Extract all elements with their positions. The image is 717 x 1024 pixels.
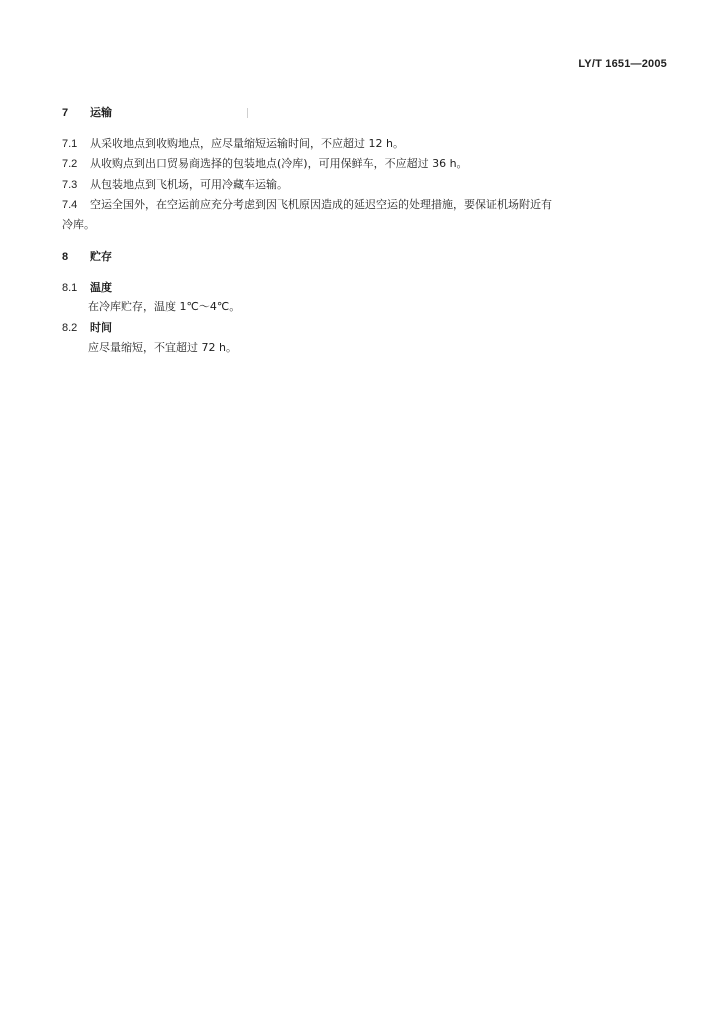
- clause-8-1-heading: [62, 281, 112, 295]
- clause-text: 空运全国外，在空运前应充分考虑到因飞机原因造成的延迟空运的处理措施，要保证机场附近有: [90, 198, 552, 211]
- clause-7-4-continued: [62, 218, 95, 232]
- section-8-heading: [62, 250, 112, 264]
- standard-code: LY/T 1651—2005: [578, 58, 667, 70]
- clause-8-2-body: [88, 341, 237, 355]
- section-title: 贮存: [90, 250, 112, 263]
- clause-number: 8.2: [62, 322, 78, 334]
- clause-number: 7.3: [62, 179, 78, 191]
- clause-title: 温度: [90, 281, 112, 294]
- scan-artifact: [247, 108, 248, 118]
- section-number: 8: [62, 251, 69, 263]
- clause-text: 应尽量缩短，不宜超过 72 h。: [88, 341, 237, 354]
- clause-number: 8.1: [62, 282, 78, 294]
- clause-8-1-body: [88, 300, 240, 314]
- clause-7-4: [62, 198, 552, 212]
- clause-7-3: [62, 178, 288, 192]
- section-number: 7: [62, 107, 69, 119]
- clause-text: 从采收地点到收购地点，应尽量缩短运输时间，不应超过 12 h。: [90, 137, 404, 150]
- clause-title: 时间: [90, 321, 112, 334]
- clause-text: 从收购点到出口贸易商选择的包装地点(冷库)，可用保鲜车，不应超过 36 h。: [90, 157, 468, 170]
- clause-number: 7.2: [62, 158, 78, 170]
- clause-number: 7.4: [62, 199, 78, 211]
- clause-text: 冷库。: [62, 218, 95, 231]
- section-7-heading: [62, 106, 112, 120]
- clause-8-2-heading: [62, 321, 112, 335]
- clause-text: 在冷库贮存，温度 1℃～4℃。: [88, 300, 241, 313]
- clause-7-1: [62, 137, 404, 151]
- section-title: 运输: [90, 106, 112, 119]
- clause-text: 从包装地点到飞机场，可用冷藏车运输。: [90, 178, 288, 191]
- clause-7-2: [62, 157, 468, 171]
- clause-number: 7.1: [62, 138, 78, 150]
